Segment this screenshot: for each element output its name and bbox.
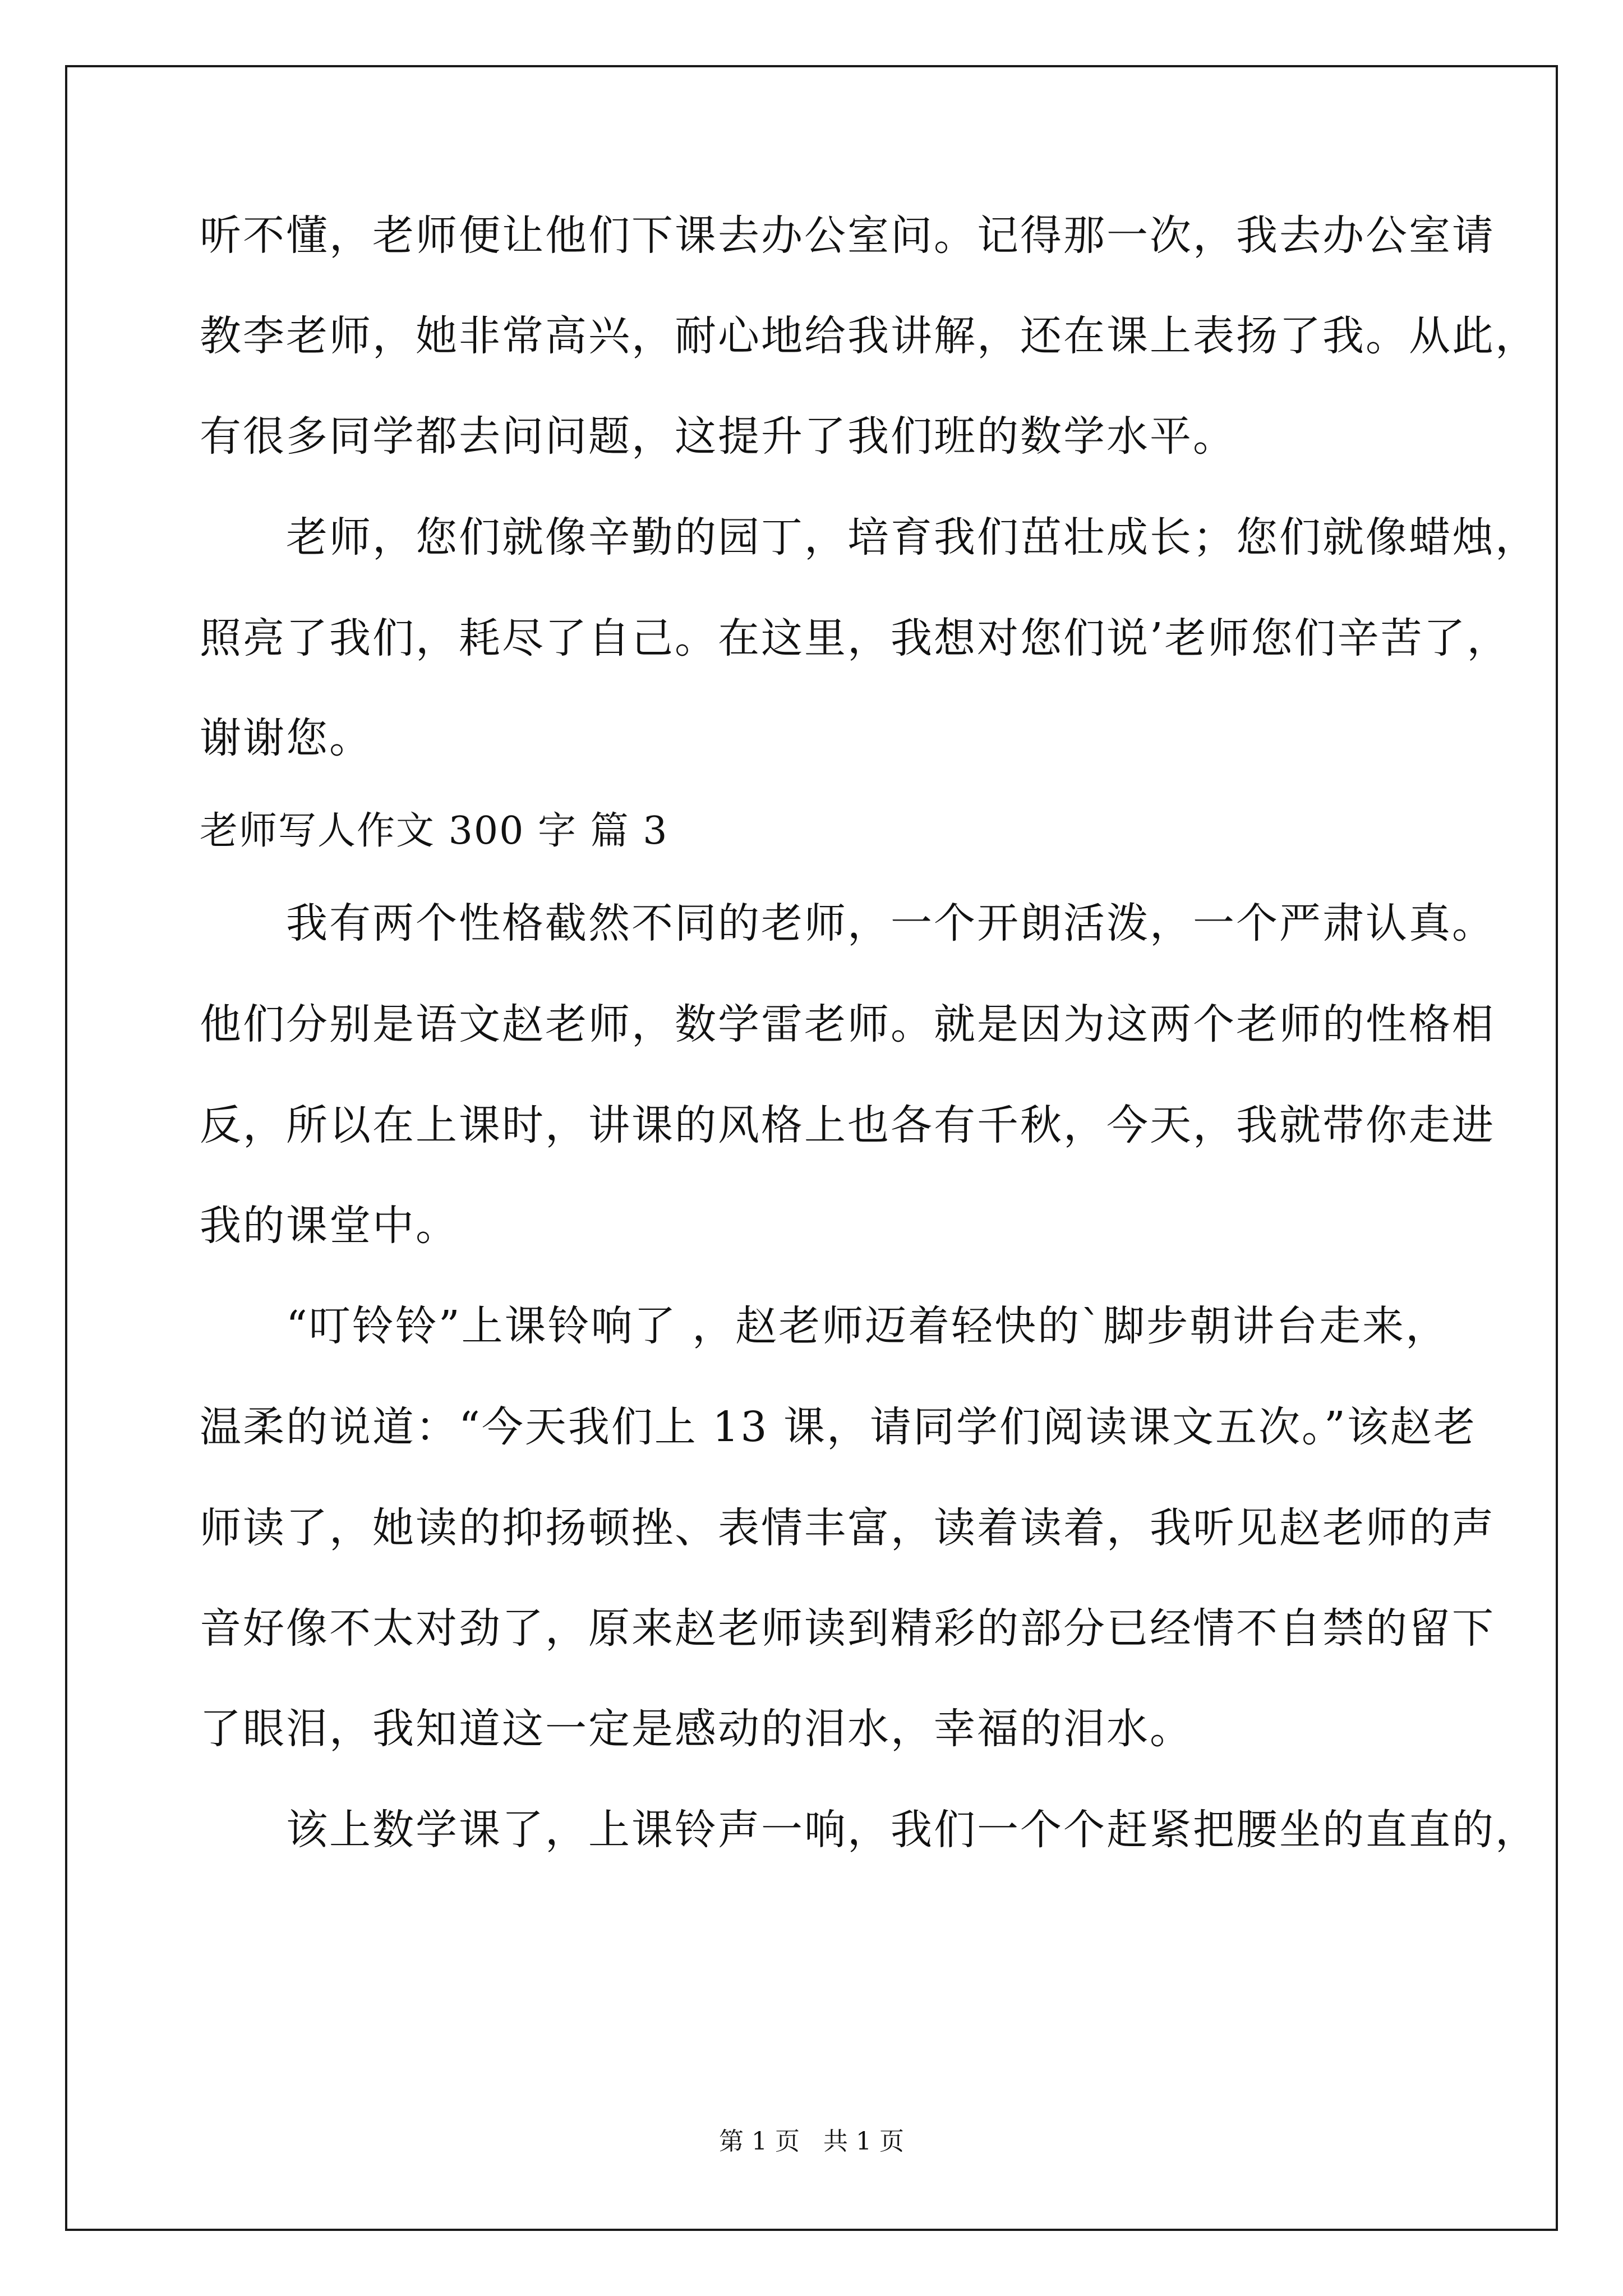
text-line: 该上数学课了，上课铃声一响，我们一个个赶紧把腰坐的直直的， [200, 1806, 1538, 1854]
text-line: 我的课堂中。 [200, 1202, 459, 1250]
text-line: 听不懂，老师便让他们下课去办公室问。记得那一次，我去办公室请 [200, 211, 1495, 260]
text-line: 我有两个性格截然不同的老师，一个开朗活泼，一个严肃认真。 [200, 899, 1495, 947]
text-line: 老师，您们就像辛勤的园丁，培育我们茁壮成长；您们就像蜡烛， [200, 513, 1538, 562]
text-line: 反，所以在上课时，讲课的风格上也各有千秋，今天，我就带你走进 [200, 1101, 1495, 1149]
text-line: 教李老师，她非常高兴，耐心地给我讲解，还在课上表扬了我。从此， [200, 312, 1538, 360]
text-line: 音好像不太对劲了，原来赵老师读到精彩的部分已经情不自禁的留下 [200, 1604, 1495, 1653]
text-line: 照亮了我们，耗尽了自己。在这里，我想对您们说’老师您们辛苦了， [200, 614, 1510, 662]
text-line: 了眼泪，我知道这一定是感动的泪水，幸福的泪水。 [200, 1705, 1193, 1753]
text-line: “叮铃铃”上课铃响了 ，赵老师迈着轻快的`脚步朝讲台走来， [200, 1302, 1449, 1350]
text-line: 师读了，她读的抑扬顿挫、表情丰富，读着读着，我听见赵老师的声 [200, 1504, 1495, 1552]
page-footer: 第 1 页 共 1 页 [719, 2127, 904, 2156]
text-line: 谢谢您。 [200, 714, 372, 762]
text-line: 他们分别是语文赵老师，数学雷老师。就是因为这两个老师的性格相 [200, 1000, 1495, 1048]
text-line: 温柔的说道：“今天我们上 13 课，请同学们阅读课文五次。”该赵老 [200, 1403, 1477, 1451]
text-line: 有很多同学都去问问题，这提升了我们班的数学水平。 [200, 412, 1236, 461]
section-heading: 老师写人作文 300 字 篇 3 [200, 809, 668, 853]
